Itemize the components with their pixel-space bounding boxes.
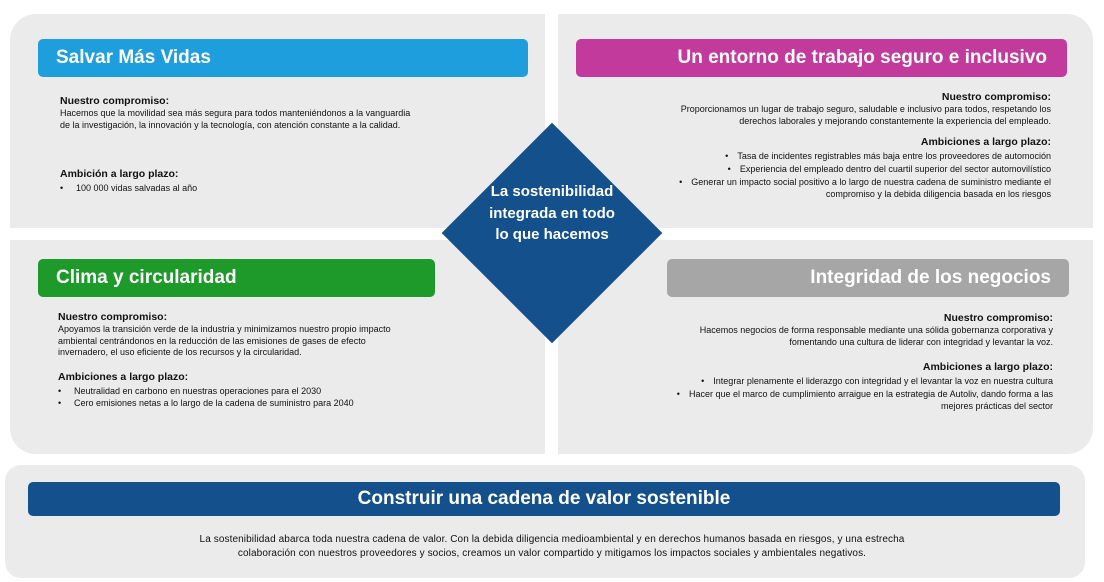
list-item-text: Generar un impacto social positivo a lo largo de nuestra cadena de suministro mediante el compromiso y la debida diligencia basada en los riesgos — [691, 177, 1051, 199]
commitment-integridad — [660, 312, 1053, 348]
list-item-text: Cero emisiones netas a lo largo de la cadena de suministro para 2040 — [74, 397, 354, 408]
ambition-heading: Ambiciones a largo plazo: — [922, 361, 1053, 373]
list-item-text: Experiencia del empleado dentro del cuartil superior del sector automovilístico — [739, 164, 1051, 174]
ambition-list — [650, 151, 1051, 200]
ambitions-integridad — [660, 361, 1053, 414]
title-entorno-de-trabajo: Un entorno de trabajo seguro e inclusivo — [576, 39, 1067, 77]
list-item — [60, 183, 415, 195]
commitment-text: Proporcionamos un lugar de trabajo seguro, saludable e inclusivo para todos, respetando los derechos laborales y mejorando constantemente la experiencia del empleado. — [680, 104, 1051, 126]
center-text: La sostenibilidad integrada en todo lo que hacemos — [489, 183, 615, 243]
ambition-list — [58, 386, 413, 409]
ambitions-clima-y-circularidad — [58, 371, 413, 409]
commitment-heading: Nuestro compromiso: — [943, 312, 1053, 324]
title-cadena-de-valor: Construir una cadena de valor sostenible — [28, 482, 1060, 516]
list-item — [660, 389, 1053, 412]
commitment-heading: Nuestro compromiso: — [58, 311, 168, 323]
list-item-text: Hacer que el marco de cumplimiento arraigue en la estrategia de Autoliv, dando forma a las mejores prácticas del sector — [688, 389, 1053, 411]
list-item — [660, 376, 1053, 388]
list-item-text: Neutralidad en carbono en nuestras operaciones para el 2030 — [74, 386, 322, 396]
list-item — [58, 398, 413, 410]
list-item-text: Tasa de incidentes registrables más baja entre los proveedores de automoción — [737, 151, 1051, 161]
commitment-heading: Nuestro compromiso: — [941, 91, 1051, 103]
list-item — [650, 164, 1051, 176]
commitment-text: Hacemos negocios de forma responsable mediante una sólida gobernanza corporativa y fomentando una cultura de liderar con integridad y levantar la voz. — [699, 325, 1053, 347]
bottom-description: La sostenibilidad abarca toda nuestra cadena de valor. Con la debida diligencia medioambiental y en derechos humanos basada en riesgos, y una estrecha colaboración con nuestros proveedores y socios, creamos un valor compartido y mitigamos los impactos sociales y ambientales negativos. — [199, 534, 905, 559]
list-item-text: Integrar plenamente el liderazgo con integridad y el levantar la voz en nuestra cultura — [713, 376, 1053, 386]
title-integridad: Integridad de los negocios — [667, 259, 1069, 297]
ambition-heading: Ambición a largo plazo: — [60, 168, 179, 180]
list-item — [650, 177, 1051, 200]
list-item-text: 100 000 vidas salvadas al año — [76, 183, 198, 193]
commitment-heading: Nuestro compromiso: — [60, 95, 170, 107]
ambition-heading: Ambiciones a largo plazo: — [920, 136, 1051, 148]
list-item — [650, 151, 1051, 163]
title-clima-y-circularidad: Clima y circularidad — [38, 259, 435, 297]
ambition-heading: Ambiciones a largo plazo: — [58, 371, 189, 383]
title-salvar-mas-vidas: Salvar Más Vidas — [38, 39, 528, 77]
commitment-salvar-mas-vidas — [60, 95, 415, 131]
ambition-list — [60, 183, 415, 195]
ambitions-entorno-de-trabajo — [650, 136, 1051, 202]
commitment-text: Hacemos que la movilidad sea más segura para todos manteniéndonos a la vanguardia de la investigación, la innovación y la tecnología, con atención constante a la calidad. — [60, 108, 411, 130]
ambitions-salvar-mas-vidas — [60, 168, 415, 195]
ambition-list — [660, 376, 1053, 412]
commitment-clima-y-circularidad — [58, 311, 413, 359]
commitment-text: Apoyamos la transición verde de la industria y minimizamos nuestro propio impacto ambiental centrándonos en la reducción de las emisiones de gases de efecto invernadero, el uso eficiente de los recursos y la circularidad. — [58, 324, 391, 357]
commitment-entorno-de-trabajo — [660, 91, 1051, 127]
list-item — [58, 386, 413, 398]
